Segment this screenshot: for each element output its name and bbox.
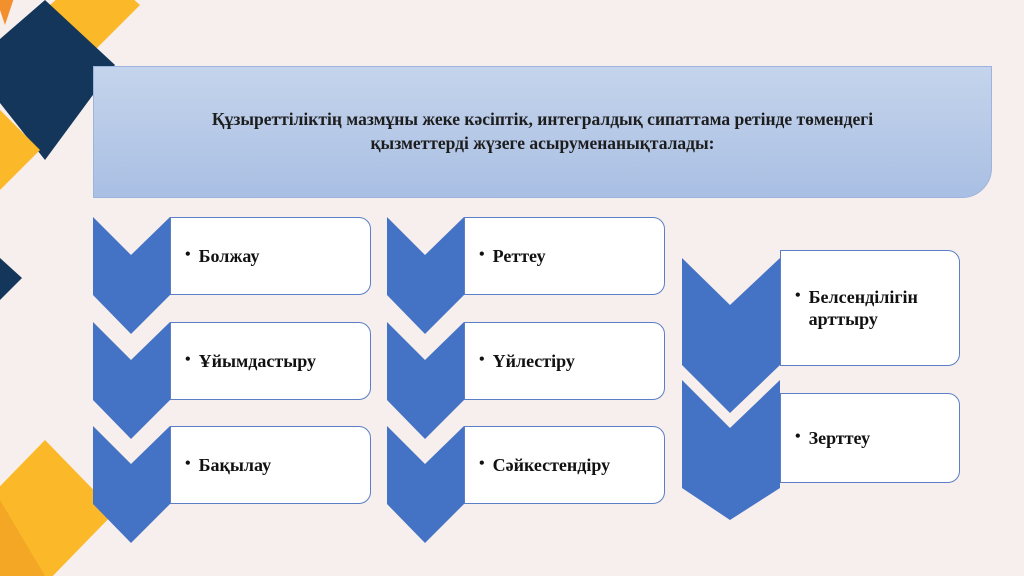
chevron-c1-1 <box>93 217 170 334</box>
bullet-icon: • <box>479 454 485 472</box>
bullet-icon: • <box>185 350 191 368</box>
list-item <box>479 350 575 373</box>
list-item <box>795 427 870 450</box>
banner-line-1: Құзыреттіліктің мазмұны жеке кәсіптік, интегралдық сипаттама ретінде төмендегі <box>211 109 874 130</box>
list-item <box>185 245 260 268</box>
item-label: Болжау <box>198 245 260 266</box>
chevron-c1-3 <box>93 426 170 543</box>
item-label: Сәйкестендіру <box>492 454 611 475</box>
list-item <box>185 350 316 373</box>
chevron-c1-2 <box>93 322 170 439</box>
chevron-c2-3 <box>387 426 464 543</box>
bullet-icon: • <box>185 454 191 472</box>
chevron-c2-1 <box>387 217 464 334</box>
bullet-icon: • <box>795 427 801 445</box>
item-label: Белсенділігін арттыру <box>808 286 918 329</box>
banner-line-2: қызметтерді жүзеге асыруменанықталады: <box>370 133 715 153</box>
item-label: Үйлестіру <box>492 350 575 371</box>
item-label: Бақылау <box>198 454 272 475</box>
bullet-icon: • <box>185 245 191 263</box>
bullet-icon: • <box>795 286 801 304</box>
item-label: Зерттеу <box>808 427 871 448</box>
list-item <box>185 454 271 477</box>
list-item <box>479 454 610 477</box>
chevron-c3-1 <box>682 258 780 413</box>
bullet-icon: • <box>479 350 485 368</box>
box-c3-2 <box>780 393 960 483</box>
box-c1-3 <box>170 426 371 504</box>
item-label: Реттеу <box>492 245 546 266</box>
box-c2-1 <box>464 217 665 295</box>
list-item <box>795 286 945 331</box>
box-c1-2 <box>170 322 371 400</box>
box-c1-1 <box>170 217 371 295</box>
bullet-icon: • <box>479 245 485 263</box>
box-c3-1 <box>780 250 960 366</box>
box-c2-3 <box>464 426 665 504</box>
list-item <box>479 245 546 268</box>
chevron-c2-2 <box>387 322 464 439</box>
box-c2-2 <box>464 322 665 400</box>
item-label: Ұйымдастыру <box>198 350 317 371</box>
